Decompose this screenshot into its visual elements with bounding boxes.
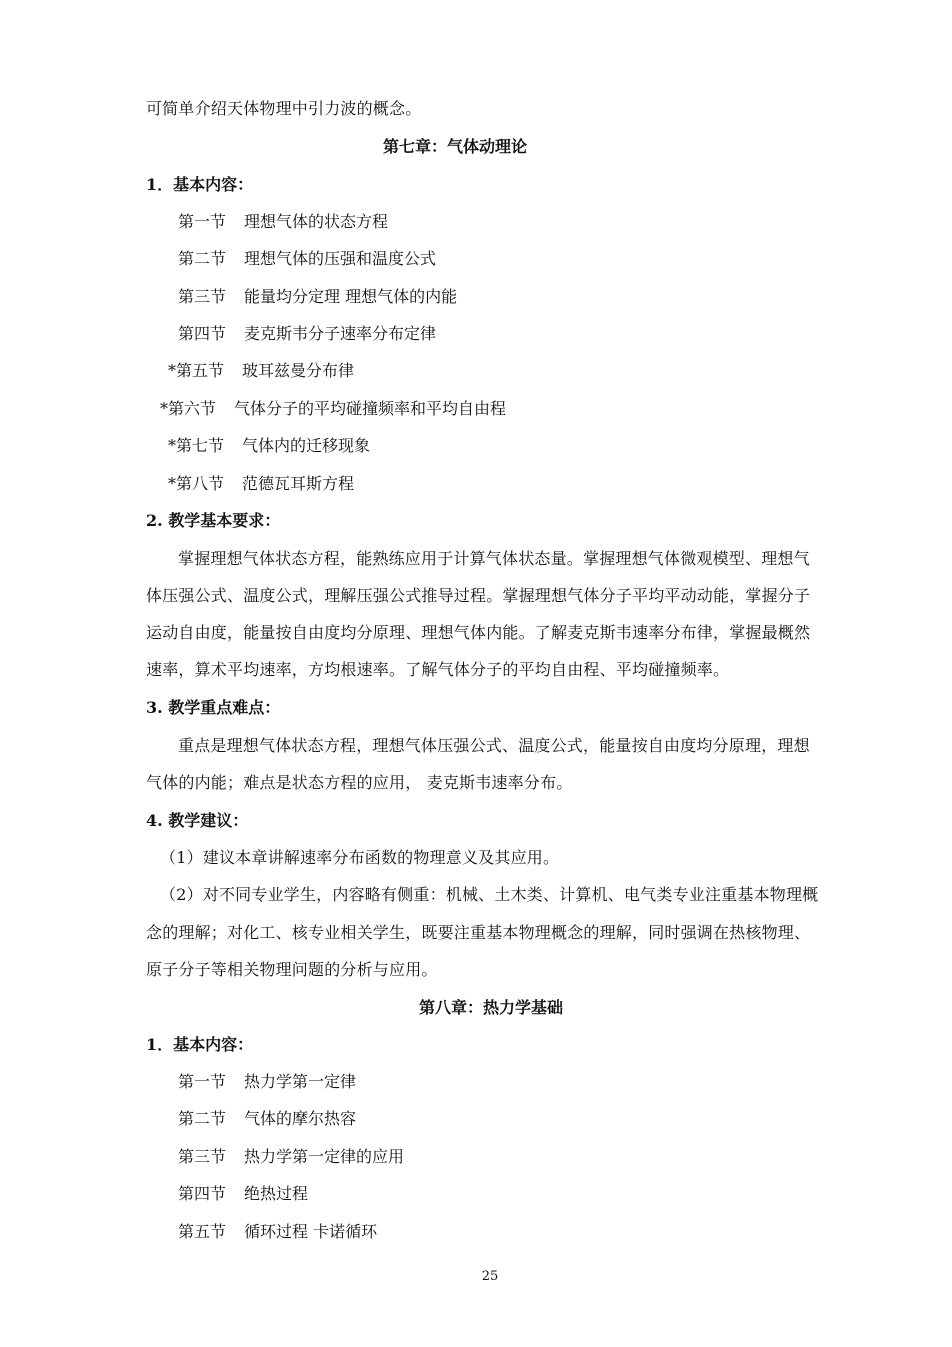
section-title: 气体分子的平均碰撞频率和平均自由程 (234, 399, 507, 418)
section-title: 麦克斯韦分子速率分布定律 (244, 324, 437, 343)
chapter7-section-item (160, 398, 506, 420)
section-number: *第八节 (168, 474, 225, 493)
suggestion-line: （2）对不同专业学生，内容略有侧重：机械、土木类、计算机、电气类专业注重基本物理概 (160, 885, 819, 904)
section-number: 第四节 (178, 1184, 227, 1203)
section-title: 气体的摩尔热容 (244, 1109, 357, 1128)
chapter7-title: 第七章：气体动理论 (382, 137, 527, 156)
section-number: 第四节 (178, 324, 227, 343)
section-number: 第一节 (178, 212, 227, 231)
suggestion-line: （1）建议本章讲解速率分布函数的物理意义及其应用。 (160, 848, 560, 867)
section-number: *第七节 (168, 436, 225, 455)
section-title: 范德瓦耳斯方程 (242, 474, 355, 493)
keypoints-line: 气体的内能；难点是状态方程的应用， 麦克斯韦速率分布。 (146, 773, 573, 792)
section-title: 理想气体的压强和温度公式 (244, 249, 437, 268)
requirements-line: 运动自由度，能量按自由度均分原理、理想气体内能。了解麦克斯韦速率分布律，掌握最概然 (146, 623, 811, 642)
chapter8-title: 第八章：热力学基础 (418, 998, 563, 1017)
chapter7-section-item (178, 286, 457, 308)
intro-line: 可简单介绍天体物理中引力波的概念。 (146, 99, 422, 118)
section-number: 第五节 (178, 1222, 227, 1241)
chapter8-section-item (178, 1071, 356, 1093)
section-title: 热力学第一定律 (244, 1072, 357, 1091)
section-number: 第二节 (178, 1109, 227, 1128)
section-title: 绝热过程 (244, 1184, 309, 1203)
chapter8-section-item (178, 1108, 356, 1130)
page-number: 25 (481, 1269, 499, 1284)
section-title: 能量均分定理 理想气体的内能 (244, 287, 458, 306)
chapter7-keypoints-heading: 3. 教学重点难点： (146, 698, 281, 717)
chapter7-suggestions-heading: 4. 教学建议： (146, 811, 249, 830)
section-title: 理想气体的状态方程 (244, 212, 389, 231)
chapter8-section-item (178, 1146, 404, 1168)
section-number: 第三节 (178, 287, 227, 306)
section-number: *第六节 (160, 399, 217, 418)
section-number: 第一节 (178, 1072, 227, 1091)
requirements-line: 掌握理想气体状态方程，能熟练应用于计算气体状态量。掌握理想气体微观模型、理想气 (178, 549, 810, 568)
keypoints-line: 重点是理想气体状态方程，理想气体压强公式、温度公式，能量按自由度均分原理，理想 (178, 736, 810, 755)
suggestion-line: 原子分子等相关物理问题的分析与应用。 (146, 960, 438, 979)
chapter8-section-item (178, 1183, 308, 1205)
section-title: 热力学第一定律的应用 (244, 1147, 405, 1166)
chapter7-content-heading: 1．基本内容： (146, 175, 254, 194)
section-title: 玻耳兹曼分布律 (242, 361, 355, 380)
suggestion-line: 念的理解；对化工、核专业相关学生，既要注重基本物理概念的理解，同时强调在热核物理、 (146, 923, 811, 942)
section-number: 第二节 (178, 249, 227, 268)
chapter7-section-item (178, 323, 436, 345)
chapter7-section-item (178, 211, 388, 233)
chapter7-requirements-heading: 2. 教学基本要求： (146, 511, 281, 530)
section-title: 循环过程 卡诺循环 (244, 1222, 378, 1241)
chapter7-section-item (168, 435, 370, 457)
section-title: 气体内的迁移现象 (242, 436, 371, 455)
chapter7-section-item (168, 473, 354, 495)
chapter7-section-item (168, 360, 354, 382)
chapter8-section-item (178, 1221, 377, 1243)
section-number: 第三节 (178, 1147, 227, 1166)
chapter7-section-item (178, 248, 436, 270)
section-number: *第五节 (168, 361, 225, 380)
chapter8-content-heading: 1．基本内容： (146, 1035, 254, 1054)
requirements-line: 体压强公式、温度公式，理解压强公式推导过程。掌握理想气体分子平均平动动能，掌握分子 (146, 586, 811, 605)
requirements-line: 速率，算术平均速率，方均根速率。了解气体分子的平均自由程、平均碰撞频率。 (146, 660, 730, 679)
